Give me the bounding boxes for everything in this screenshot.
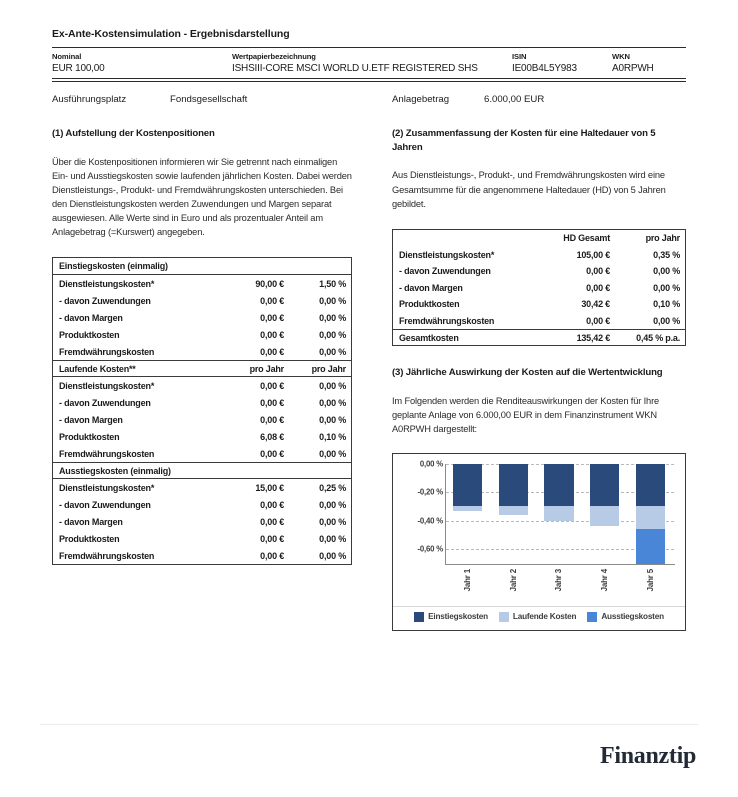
execution-venue-value: Fondsgesellschaft (170, 93, 248, 105)
row-percent: 0,00 % (319, 499, 346, 510)
chart-bar-segment (636, 464, 665, 507)
chart-bar-segment (453, 506, 482, 510)
chart-y-tick: 0,00 % (419, 459, 443, 469)
row-label: - davon Zuwendungen (59, 499, 151, 510)
row-label: - davon Margen (59, 312, 123, 323)
chart-legend-item[interactable] (587, 612, 664, 622)
page-title: Ex-Ante-Kostensimulation - Ergebnisdarstellung (52, 28, 290, 40)
meta-value-wkn: A0RPWH (612, 63, 654, 74)
group-title: Ausstiegskosten (einmalig) (59, 465, 171, 476)
row-label: - davon Margen (59, 516, 123, 527)
row-amount: 105,00 € (576, 249, 610, 260)
content-columns (52, 119, 686, 631)
row-amount: 0,00 € (260, 295, 284, 306)
chart-legend-item[interactable] (499, 612, 576, 622)
meta-field-isin (512, 52, 612, 78)
cost-positions-table (52, 257, 352, 565)
cost-summary-table (392, 229, 686, 347)
summary-col3-header: pro Jahr (645, 233, 680, 244)
row-label: Dienstleistungskosten* (59, 278, 155, 289)
chart-bar-segment (636, 529, 665, 563)
table-group-header-ausstiegskosten (53, 462, 351, 479)
chart-bar-segment (544, 464, 573, 507)
row-label: Produktkosten (59, 431, 120, 442)
chart-legend-label: Laufende Kosten (512, 612, 577, 622)
table-row (393, 263, 685, 280)
section1-paragraph: Über die Kostenpositionen informieren wir Sie getrennt nach einmaligen Ein- und Ausstiegskosten sowie laufenden jährlichen Kosten. Dabei werden Dienstleistungs-, Produkt- und Fremdwährungskosten unterschieden. Bei den Dienstleistungskosten werden Zuwendungen und Margen separat ausgewiesen. Alle Werte sind in Euro und als prozentualer Anteil am Anlagebetrag (=Kurswert) angegeben. (52, 156, 352, 238)
chart-y-tick: -0,20 % (417, 487, 443, 497)
row-percent: 0,00 % (653, 266, 680, 277)
execution-row (52, 82, 686, 119)
table-row (53, 292, 351, 309)
table-row (53, 479, 351, 496)
chart-y-tick: -0,60 % (417, 544, 443, 554)
document-sheet (52, 28, 686, 631)
chart-bar-slot (445, 464, 491, 564)
chart-bar-stack[interactable] (544, 464, 573, 564)
row-label: Dienstleistungskosten* (59, 380, 155, 391)
meta-label-nominal: Nominal (52, 52, 82, 61)
row-percent: 0,00 % (319, 329, 346, 340)
chart-bar-stack[interactable] (636, 464, 665, 564)
row-amount: 0,00 € (260, 550, 284, 561)
table-group-header-laufende-kosten (53, 360, 351, 377)
row-amount: 0,00 € (260, 533, 284, 544)
chart-bar-segment (590, 506, 619, 526)
row-label: Dienstleistungskosten* (399, 249, 495, 260)
chart-y-tick: -0,40 % (417, 516, 443, 526)
table-group-header-einstiegskosten (53, 258, 351, 275)
row-percent: 0,00 % (319, 448, 346, 459)
legend-swatch-icon (499, 612, 509, 622)
row-amount: 90,00 € (255, 278, 284, 289)
meta-label-isin: ISIN (512, 52, 527, 61)
row-percent: 0,00 % (653, 282, 680, 293)
chart-x-label-slot (627, 566, 673, 610)
section2-paragraph: Aus Dienstleistungs-, Produkt-, und Fremdwährungskosten wird eine Gesamtsumme für die angenommene Haltedauer (HD) von 5 Jahren gebildet. (392, 170, 666, 209)
total-percent: 0,45 % p.a. (636, 332, 680, 343)
chart-x-label: Jahr 3 (554, 568, 564, 591)
row-label: Fremdwährungskosten (399, 315, 495, 326)
total-amount: 135,42 € (576, 332, 610, 343)
row-amount: 0,00 € (260, 329, 284, 340)
chart-legend-label: Ausstiegskosten (601, 612, 664, 622)
table-row (393, 312, 685, 329)
row-percent: 0,00 % (319, 295, 346, 306)
row-label: - davon Zuwendungen (399, 266, 491, 277)
table-row (393, 296, 685, 313)
brand-logo: Finanztip (600, 743, 696, 769)
chart-x-axis-line (445, 564, 675, 565)
row-amount: 0,00 € (260, 346, 284, 357)
chart-x-label: Jahr 4 (600, 568, 610, 591)
row-amount: 0,00 € (260, 499, 284, 510)
group-col2-header: pro Jahr (249, 363, 284, 374)
total-label: Gesamtkosten (399, 332, 459, 343)
chart-x-label-slot (491, 566, 537, 610)
chart-bar-slot (582, 464, 628, 564)
chart-inner (393, 454, 685, 630)
row-amount: 0,00 € (586, 282, 610, 293)
section3-paragraph: Im Folgenden werden die Renditeauswirkungen der Kosten für Ihre geplante Anlage von 6.000,00 EUR in dem Finanzinstrument WKN A0RPWH dargestellt: (392, 396, 660, 435)
chart-x-label: Jahr 5 (645, 568, 655, 591)
meta-field-nominal (52, 52, 232, 78)
meta-label-wertpapierbezeichnung: Wertpapierbezeichnung (232, 52, 316, 61)
row-amount: 0,00 € (260, 516, 284, 527)
chart-bar-segment (453, 464, 482, 507)
row-amount: 0,00 € (260, 448, 284, 459)
table-row (393, 246, 685, 263)
row-amount: 0,00 € (260, 312, 284, 323)
chart-bar-segment (499, 506, 528, 515)
row-amount: 0,00 € (586, 315, 610, 326)
table-row (53, 496, 351, 513)
table-row (53, 547, 351, 564)
table-row (53, 428, 351, 445)
row-percent: 0,00 % (319, 533, 346, 544)
cost-impact-chart (392, 453, 686, 631)
row-amount: 0,00 € (260, 397, 284, 408)
row-percent: 0,10 % (653, 299, 680, 310)
legend-swatch-icon (414, 612, 424, 622)
table-row (53, 513, 351, 530)
chart-bar-slot (627, 464, 673, 564)
summary-total-row (393, 329, 685, 346)
column-right (392, 127, 686, 631)
row-percent: 0,00 % (653, 315, 680, 326)
chart-bar-slot (491, 464, 537, 564)
group-title: Einstiegskosten (einmalig) (59, 261, 168, 272)
row-label: - davon Zuwendungen (59, 397, 151, 408)
row-label: Fremdwährungskosten (59, 346, 155, 357)
chart-bar-segment (590, 464, 619, 507)
table-row (53, 275, 351, 292)
summary-col2-header: HD Gesamt (563, 233, 610, 244)
row-percent: 0,00 % (319, 380, 346, 391)
column-left (52, 127, 352, 631)
row-percent: 0,00 % (319, 312, 346, 323)
section3-heading: (3) Jährliche Auswirkung der Kosten auf die Wertentwicklung (392, 367, 663, 379)
row-label: Produktkosten (399, 299, 460, 310)
chart-legend-label: Einstiegskosten (428, 612, 488, 622)
row-percent: 0,35 % (653, 249, 680, 260)
row-amount: 6,08 € (260, 431, 284, 442)
chart-bars (445, 464, 673, 564)
row-label: Dienstleistungskosten* (59, 482, 155, 493)
section1-heading: (1) Aufstellung der Kostenpositionen (52, 127, 215, 139)
row-percent: 0,00 % (319, 414, 346, 425)
meta-value-isin: IE00B4L5Y983 (512, 63, 577, 74)
legend-swatch-icon (587, 612, 597, 622)
row-percent: 0,00 % (319, 550, 346, 561)
row-label: Produktkosten (59, 329, 120, 340)
table-row (393, 279, 685, 296)
row-percent: 0,10 % (319, 431, 346, 442)
chart-legend-item[interactable] (414, 612, 488, 622)
row-amount: 0,00 € (260, 380, 284, 391)
chart-x-label-slot (582, 566, 628, 610)
chart-bar-slot (536, 464, 582, 564)
summary-table-header (393, 230, 685, 247)
footer-divider (40, 724, 698, 725)
table-row (53, 411, 351, 428)
meta-value-wertpapierbezeichnung: ISHSIII-CORE MSCI WORLD U.ETF REGISTERED SHS (232, 63, 478, 74)
table-row (53, 309, 351, 326)
chart-x-label: Jahr 1 (463, 568, 473, 591)
row-label: - davon Margen (59, 414, 123, 425)
group-title: Laufende Kosten** (59, 363, 136, 374)
chart-x-label-slot (536, 566, 582, 610)
row-amount: 0,00 € (260, 414, 284, 425)
table-row (53, 343, 351, 360)
chart-x-label: Jahr 2 (508, 568, 518, 591)
table-row (53, 530, 351, 547)
row-label: Fremdwährungskosten (59, 448, 155, 459)
row-amount: 0,00 € (586, 266, 610, 277)
row-amount: 30,42 € (581, 299, 610, 310)
section2-heading: (2) Zusammenfassung der Kosten für eine Haltedauer von 5 Jahren (392, 127, 656, 153)
execution-venue-label: Ausführungsplatz (52, 93, 127, 105)
row-label: - davon Margen (399, 282, 463, 293)
investment-amount-label: Anlagebetrag (392, 93, 450, 105)
row-percent: 0,00 % (319, 346, 346, 357)
chart-x-label-slot (445, 566, 491, 610)
table-row (53, 326, 351, 343)
chart-legend (393, 606, 685, 622)
row-label: Produktkosten (59, 533, 120, 544)
table-row (53, 377, 351, 394)
chart-bar-segment (636, 506, 665, 529)
row-percent: 0,00 % (319, 397, 346, 408)
meta-field-wkn (612, 52, 686, 78)
security-meta (52, 48, 686, 78)
row-percent: 1,50 % (319, 278, 346, 289)
investment-amount-value: 6.000,00 EUR (484, 93, 545, 105)
table-row (53, 445, 351, 462)
row-percent: 0,00 % (319, 516, 346, 527)
group-col3-header: pro Jahr (311, 363, 346, 374)
table-row (53, 394, 351, 411)
meta-value-nominal: EUR 100,00 (52, 63, 105, 74)
row-amount: 15,00 € (255, 482, 284, 493)
meta-label-wkn: WKN (612, 52, 630, 61)
chart-bar-stack[interactable] (453, 464, 482, 564)
chart-x-labels (445, 566, 673, 610)
row-percent: 0,25 % (319, 482, 346, 493)
row-label: - davon Zuwendungen (59, 295, 151, 306)
chart-bar-segment (499, 464, 528, 507)
chart-bar-segment (544, 506, 573, 520)
meta-field-wertpapierbezeichnung (232, 52, 512, 78)
chart-bar-stack[interactable] (590, 464, 619, 564)
row-label: Fremdwährungskosten (59, 550, 155, 561)
chart-bar-stack[interactable] (499, 464, 528, 564)
